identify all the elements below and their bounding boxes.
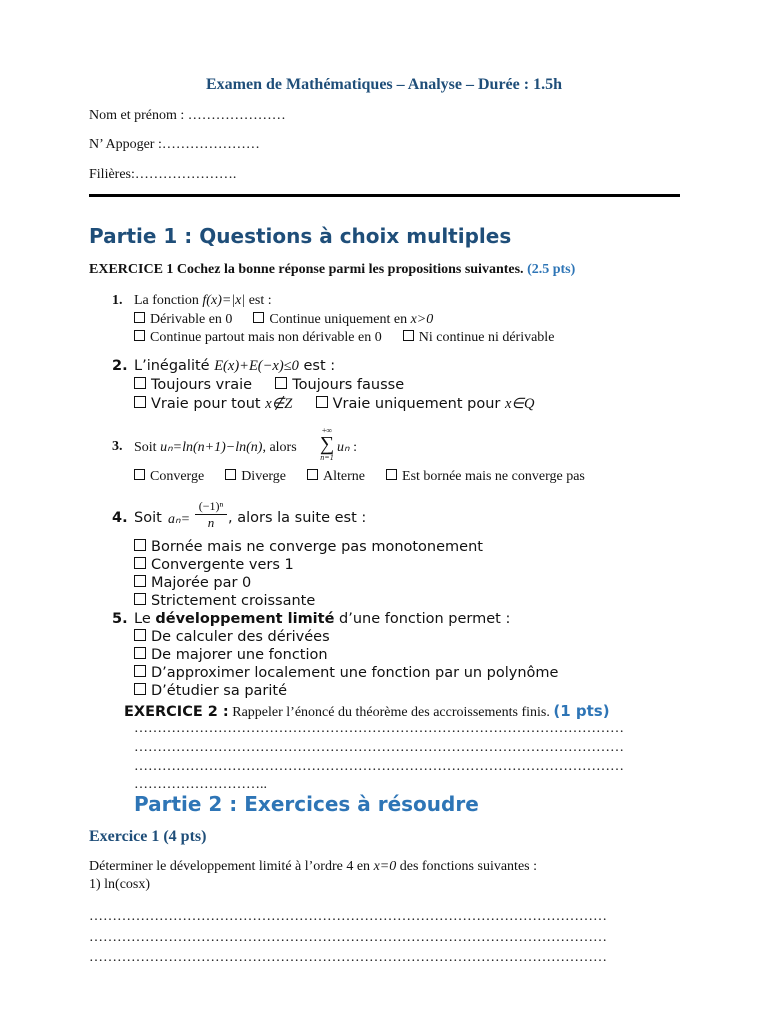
q1-formula: f(x)=|x| xyxy=(202,293,246,308)
q4-option xyxy=(134,539,483,555)
q4-numerator: (−1)ⁿ xyxy=(198,499,224,513)
appoger-field: N’ Appoger :………………… xyxy=(89,137,260,152)
q4-opt4: Strictement croissante xyxy=(151,593,316,609)
exercise1-points: (2.5 pts) xyxy=(527,262,576,277)
q1-opt2: Continue uniquement en xyxy=(269,312,408,327)
q2-opt3: Vraie pour tout xyxy=(151,396,261,412)
checkbox[interactable] xyxy=(134,683,146,695)
sigma-icon: ∑ xyxy=(319,433,335,455)
q4-text-b: , alors la suite est : xyxy=(228,510,367,526)
q2-options-row2 xyxy=(134,396,535,413)
checkbox[interactable] xyxy=(134,593,146,605)
q3-stem xyxy=(134,439,297,456)
p2-text-b: des fonctions suivantes : xyxy=(399,859,537,874)
q1-stem xyxy=(134,293,272,309)
answer-line[interactable]: ………………………………………………………………………………………………… xyxy=(89,930,607,945)
q2-opt2: Toujours fausse xyxy=(292,377,405,393)
q3-options xyxy=(134,469,585,485)
checkbox[interactable] xyxy=(225,469,236,480)
q1-opt2-math: x>0 xyxy=(410,312,434,327)
answer-line[interactable]: …………………………………………………………………………………………… xyxy=(134,740,624,755)
answer-line[interactable]: …………………………………………………………………………………………… xyxy=(134,759,624,774)
checkbox[interactable] xyxy=(134,330,145,341)
q5-text-bold: développement limité xyxy=(155,611,335,627)
checkbox[interactable] xyxy=(134,377,146,389)
checkbox[interactable] xyxy=(403,330,414,341)
q2-stem xyxy=(134,358,335,375)
q4-denominator: n xyxy=(207,515,215,530)
exercise1-heading xyxy=(89,262,575,278)
answer-line[interactable]: ………………………………………………………………………………………………… xyxy=(89,950,607,965)
q2-opt1: Toujours vraie xyxy=(151,377,253,393)
q3-opt2: Diverge xyxy=(241,469,287,484)
q3-opt3: Alterne xyxy=(323,469,366,484)
exercise2-text: Rappeler l’énoncé du théorème des accroissements finis. xyxy=(232,705,550,720)
q5-text-a: Le xyxy=(134,611,151,627)
q5-stem xyxy=(134,611,510,627)
q5-option xyxy=(134,647,328,663)
exercise2-heading xyxy=(124,702,610,721)
checkbox[interactable] xyxy=(134,469,145,480)
q1-opt1: Dérivable en 0 xyxy=(150,312,233,327)
answer-line[interactable]: …………………………………………………………………………………………… xyxy=(134,721,624,736)
q1-options-row2 xyxy=(134,330,554,346)
checkbox[interactable] xyxy=(134,629,146,641)
q2-opt4: Vraie uniquement pour xyxy=(332,396,501,412)
q5-number: 5. xyxy=(112,611,128,627)
q2-number: 2. xyxy=(112,358,128,374)
q5-option xyxy=(134,683,287,699)
q3-text-b: , alors xyxy=(262,440,297,455)
name-field: Nom et prénom : ………………… xyxy=(89,108,286,123)
p2-math: x=0 xyxy=(373,859,397,874)
checkbox[interactable] xyxy=(253,312,264,323)
q1-opt3: Continue partout mais non dérivable en 0 xyxy=(150,330,382,345)
checkbox[interactable] xyxy=(134,539,146,551)
q5-opt2: De majorer une fonction xyxy=(151,647,328,663)
part1-heading: Partie 1 : Questions à choix multiples xyxy=(89,224,512,248)
checkbox[interactable] xyxy=(134,396,146,408)
checkbox[interactable] xyxy=(134,312,145,323)
q1-options-row1 xyxy=(134,312,433,328)
part2-exercise1-title: Exercice 1 (4 pts) xyxy=(89,828,207,845)
function-1: 1) ln(cosx) xyxy=(89,877,151,892)
checkbox[interactable] xyxy=(307,469,318,480)
exercise2-points: (1 pts) xyxy=(553,702,610,720)
q4-lhs: aₙ= xyxy=(168,512,191,527)
q4-opt3: Majorée par 0 xyxy=(151,575,252,591)
q1-number: 1. xyxy=(112,293,123,308)
q3-sum xyxy=(316,427,338,462)
q5-text-b: d’une fonction permet : xyxy=(339,611,511,627)
q5-option xyxy=(134,629,330,645)
q3-text-a: Soit xyxy=(134,440,157,455)
q4-text-a: Soit xyxy=(134,510,162,526)
exercise1-label: EXERCICE 1 Cochez la bonne réponse parmi les propositions suivantes. xyxy=(89,262,524,277)
part2-heading: Partie 2 : Exercices à résoudre xyxy=(134,792,479,816)
checkbox[interactable] xyxy=(134,665,146,677)
q1-text-a: La fonction xyxy=(134,293,199,308)
q3-sum-term-wrap xyxy=(337,439,357,456)
q4-option xyxy=(134,557,294,573)
header-divider xyxy=(89,194,680,197)
q4-option xyxy=(134,575,251,591)
answer-line[interactable]: ………………………………………………………………………………………………… xyxy=(89,909,607,924)
q3-sum-top: +∞ xyxy=(321,426,333,435)
checkbox[interactable] xyxy=(134,647,146,659)
q4-opt2: Convergente vers 1 xyxy=(151,557,294,573)
q3-opt1: Converge xyxy=(150,469,205,484)
answer-line[interactable]: ……………………….. xyxy=(134,777,267,792)
q3-formula: uₙ=ln(n+1)−ln(n) xyxy=(160,440,263,455)
exercise2-label: EXERCICE 2 : xyxy=(124,704,229,720)
q5-opt4: D’étudier sa parité xyxy=(151,683,288,699)
q1-text-b: est : xyxy=(248,293,272,308)
q3-sum-bottom: n=1 xyxy=(320,453,334,462)
filieres-field: Filières:…………………. xyxy=(89,167,237,182)
q3-number: 3. xyxy=(112,439,123,454)
p2-text-a: Déterminer le développement limité à l’ordre 4 en xyxy=(89,859,371,874)
q5-option xyxy=(134,665,558,681)
q4-option xyxy=(134,593,315,609)
q4-opt1: Bornée mais ne converge pas monotonement xyxy=(151,539,483,555)
checkbox[interactable] xyxy=(316,396,328,408)
q1-opt4: Ni continue ni dérivable xyxy=(418,330,555,345)
q2-options-row1 xyxy=(134,377,404,393)
checkbox[interactable] xyxy=(275,377,287,389)
checkbox[interactable] xyxy=(134,575,146,587)
part2-exercise1-text xyxy=(89,859,537,875)
q5-opt1: De calculer des dérivées xyxy=(151,629,330,645)
q2-opt3-math: x∉Z xyxy=(265,396,293,412)
q4-fraction xyxy=(193,499,229,530)
exam-title: Examen de Mathématiques – Analyse – Durée : 1.5h xyxy=(206,76,562,93)
checkbox[interactable] xyxy=(134,557,146,569)
q4-number: 4. xyxy=(112,510,128,526)
q3-opt4: Est bornée mais ne converge pas xyxy=(402,469,585,484)
q2-text-a: L’inégalité xyxy=(134,358,210,374)
q2-text-b: est : xyxy=(303,358,336,374)
checkbox[interactable] xyxy=(386,469,397,480)
q2-formula: E(x)+E(−x)≤0 xyxy=(214,358,299,374)
q2-opt4-math: x∈Q xyxy=(504,396,535,412)
q3-text-c: : xyxy=(353,440,357,455)
q5-opt3: D’approximer localement une fonction par un polynôme xyxy=(151,665,559,681)
q3-sum-term: uₙ xyxy=(337,440,350,455)
